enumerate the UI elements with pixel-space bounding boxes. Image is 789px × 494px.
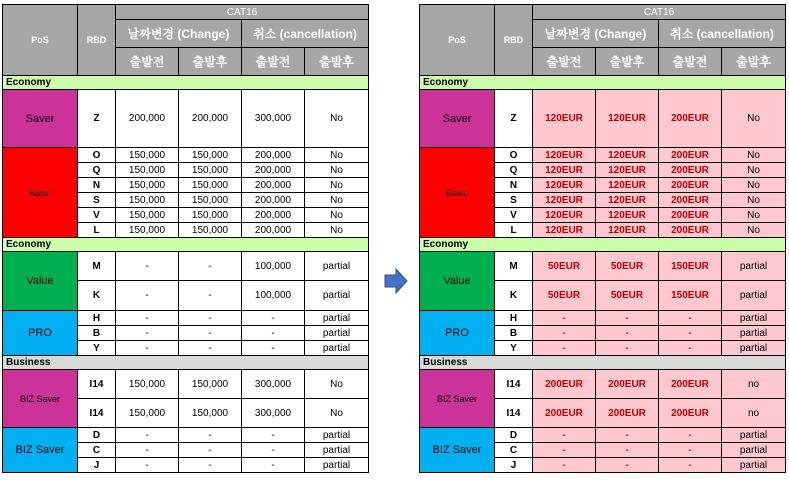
cancel-after-cell: partial <box>722 252 786 281</box>
change-before-cell: - <box>533 443 596 458</box>
rbd-cell: V <box>495 208 533 223</box>
cancel-after-cell: partial <box>722 311 786 326</box>
rbd-cell: H <box>495 311 533 326</box>
cancel-after-cell: No <box>722 208 786 223</box>
cancel-after-cell: No <box>305 193 369 208</box>
cancel-before-cell: 100,000 <box>242 281 305 311</box>
cancel-after-cell: partial <box>722 281 786 311</box>
rbd-cell: Q <box>78 163 116 178</box>
section-economy: Economy <box>420 76 786 90</box>
rbd-cell: M <box>495 252 533 281</box>
change-before-cell: - <box>116 443 179 458</box>
cancel-after-cell: No <box>722 90 786 148</box>
cancel-before-cell: - <box>242 428 305 443</box>
change-before-cell: - <box>116 341 179 356</box>
change-before-cell: 150,000 <box>116 223 179 238</box>
cancel-after-cell: partial <box>722 458 786 473</box>
cancel-before-cell: - <box>659 326 722 341</box>
change-after-cell: - <box>596 311 659 326</box>
change-before-cell: 150,000 <box>116 399 179 428</box>
change-after-cell: 200EUR <box>596 370 659 399</box>
pos-saver: Saver <box>420 90 495 148</box>
change-before-cell: 150,000 <box>116 193 179 208</box>
cancel-after-cell: No <box>722 163 786 178</box>
change-after-cell: 150,000 <box>179 223 242 238</box>
cancel-before-cell: 200EUR <box>659 163 722 178</box>
change-before-header: 출발전 <box>533 48 596 76</box>
cancel-after-cell: No <box>722 193 786 208</box>
cancel-before-cell: 100,000 <box>242 252 305 281</box>
cancel-after-cell: No <box>305 90 369 148</box>
cancel-before-cell: 200EUR <box>659 370 722 399</box>
change-before-cell: 150,000 <box>116 178 179 193</box>
change-after-header: 출발후 <box>179 48 242 76</box>
cancel-before-cell: 200,000 <box>242 148 305 163</box>
change-before-cell: 120EUR <box>533 193 596 208</box>
change-before-cell: 120EUR <box>533 208 596 223</box>
change-before-cell: - <box>533 311 596 326</box>
cancel-before-cell: - <box>659 458 722 473</box>
cancel-before-cell: 200EUR <box>659 178 722 193</box>
change-before-cell: - <box>533 341 596 356</box>
pos-value: Value <box>3 252 78 311</box>
cancel-after-cell: partial <box>305 326 369 341</box>
cancel-before-cell: - <box>659 341 722 356</box>
change-after-cell: 150,000 <box>179 163 242 178</box>
section-business: Business <box>3 356 369 370</box>
rbd-cell: Q <box>495 163 533 178</box>
cancel-before-cell: - <box>659 443 722 458</box>
rbd-cell: Z <box>495 90 533 148</box>
change-after-cell: - <box>179 428 242 443</box>
change-before-cell: 50EUR <box>533 281 596 311</box>
rbd-header: RBD <box>78 5 116 76</box>
cancel-before-cell: - <box>242 443 305 458</box>
change-after-cell: 200EUR <box>596 399 659 428</box>
cancel-after-cell: partial <box>722 428 786 443</box>
rbd-cell: K <box>78 281 116 311</box>
cancel-header: 취소 (cancellation) <box>659 20 786 48</box>
cat-header: CAT16 <box>116 5 369 20</box>
pos-biz-saver: BIZ Saver <box>420 370 495 428</box>
change-before-cell: 120EUR <box>533 223 596 238</box>
pos-header: PoS <box>420 5 495 76</box>
change-after-cell: 120EUR <box>596 223 659 238</box>
cancel-before-cell: - <box>242 311 305 326</box>
cancel-after-cell: partial <box>722 443 786 458</box>
rbd-cell: C <box>495 443 533 458</box>
cancel-after-cell: No <box>305 178 369 193</box>
rbd-cell: S <box>495 193 533 208</box>
rbd-cell: N <box>78 178 116 193</box>
change-after-cell: 120EUR <box>596 208 659 223</box>
change-before-cell: 120EUR <box>533 148 596 163</box>
change-after-cell: - <box>179 281 242 311</box>
rbd-cell: I14 <box>495 370 533 399</box>
change-header: 날짜변경 (Change) <box>116 20 242 48</box>
change-before-cell: - <box>116 281 179 311</box>
pos-pro: PRO <box>3 311 78 356</box>
change-after-cell: - <box>596 326 659 341</box>
cancel-before-cell: 200,000 <box>242 208 305 223</box>
pos-basic: Basic <box>3 148 78 238</box>
cancel-after-cell: No <box>305 223 369 238</box>
rbd-cell: V <box>78 208 116 223</box>
rbd-header: RBD <box>495 5 533 76</box>
pos-biz-saver: BIZ Saver <box>3 370 78 428</box>
cancel-before-cell: 200,000 <box>242 193 305 208</box>
rbd-cell: I14 <box>78 370 116 399</box>
cancel-before-cell: 300,000 <box>242 399 305 428</box>
change-header: 날짜변경 (Change) <box>533 20 659 48</box>
change-before-cell: - <box>116 428 179 443</box>
cancel-before-header: 출발전 <box>242 48 305 76</box>
change-before-cell: 150,000 <box>116 148 179 163</box>
pos-pro: PRO <box>420 311 495 356</box>
cancel-before-cell: 300,000 <box>242 370 305 399</box>
change-after-cell: - <box>179 458 242 473</box>
cancel-after-cell: no <box>722 370 786 399</box>
change-after-cell: 200,000 <box>179 90 242 148</box>
cancel-after-cell: no <box>722 399 786 428</box>
change-before-cell: 120EUR <box>533 90 596 148</box>
cancel-before-cell: 300,000 <box>242 90 305 148</box>
rbd-cell: B <box>78 326 116 341</box>
rbd-cell: S <box>78 193 116 208</box>
section-economy: Economy <box>420 238 786 252</box>
cancel-before-cell: 200EUR <box>659 399 722 428</box>
rbd-cell: I14 <box>495 399 533 428</box>
cancel-after-cell: partial <box>305 341 369 356</box>
change-after-cell: 50EUR <box>596 281 659 311</box>
change-after-cell: - <box>596 458 659 473</box>
change-after-cell: 150,000 <box>179 178 242 193</box>
rbd-cell: Z <box>78 90 116 148</box>
rbd-cell: O <box>78 148 116 163</box>
cancel-before-cell: 200,000 <box>242 223 305 238</box>
cancel-after-cell: partial <box>305 281 369 311</box>
rbd-cell: Y <box>78 341 116 356</box>
pos-value: Value <box>420 252 495 311</box>
cancel-before-cell: 200EUR <box>659 208 722 223</box>
change-before-cell: 150,000 <box>116 370 179 399</box>
cancel-after-cell: No <box>305 399 369 428</box>
cancel-before-cell: 200EUR <box>659 223 722 238</box>
change-before-cell: - <box>116 311 179 326</box>
change-after-cell: 150,000 <box>179 370 242 399</box>
cancel-after-cell: partial <box>305 443 369 458</box>
change-after-cell: - <box>596 428 659 443</box>
rbd-cell: B <box>495 326 533 341</box>
change-before-header: 출발전 <box>116 48 179 76</box>
cancel-after-cell: No <box>722 223 786 238</box>
change-after-cell: 150,000 <box>179 208 242 223</box>
change-before-cell: 150,000 <box>116 163 179 178</box>
change-before-cell: 200EUR <box>533 370 596 399</box>
change-after-cell: 50EUR <box>596 252 659 281</box>
cancel-header: 취소 (cancellation) <box>242 20 369 48</box>
rbd-cell: C <box>78 443 116 458</box>
pos-basic: Basic <box>420 148 495 238</box>
rbd-cell: K <box>495 281 533 311</box>
change-after-cell: - <box>596 341 659 356</box>
right-fare-table <box>419 4 786 473</box>
section-economy: Economy <box>3 238 369 252</box>
rbd-cell: D <box>495 428 533 443</box>
change-after-cell: 150,000 <box>179 193 242 208</box>
change-after-cell: - <box>179 443 242 458</box>
cancel-after-cell: No <box>722 148 786 163</box>
change-before-cell: - <box>533 326 596 341</box>
cancel-before-cell: 200,000 <box>242 178 305 193</box>
change-before-cell: 120EUR <box>533 178 596 193</box>
cancel-after-cell: No <box>305 370 369 399</box>
cancel-after-header: 출발후 <box>722 48 786 76</box>
rbd-cell: H <box>78 311 116 326</box>
left-fare-table <box>2 4 369 473</box>
right-arrow-icon <box>384 268 408 294</box>
cancel-after-cell: partial <box>722 326 786 341</box>
cancel-after-cell: partial <box>722 341 786 356</box>
change-before-cell: 200EUR <box>533 399 596 428</box>
section-economy: Economy <box>3 76 369 90</box>
rbd-cell: N <box>495 178 533 193</box>
change-after-cell: - <box>179 252 242 281</box>
rbd-cell: Y <box>495 341 533 356</box>
pos-saver: Saver <box>3 90 78 148</box>
change-after-cell: 120EUR <box>596 178 659 193</box>
change-after-cell: - <box>179 326 242 341</box>
change-before-cell: - <box>533 458 596 473</box>
cancel-after-cell: No <box>305 208 369 223</box>
cancel-before-header: 출발전 <box>659 48 722 76</box>
cancel-before-cell: - <box>659 311 722 326</box>
cat-header: CAT16 <box>533 5 786 20</box>
change-before-cell: 200,000 <box>116 90 179 148</box>
cancel-before-cell: 150EUR <box>659 252 722 281</box>
change-before-cell: 150,000 <box>116 208 179 223</box>
change-after-cell: 150,000 <box>179 399 242 428</box>
cancel-after-cell: partial <box>305 311 369 326</box>
change-before-cell: - <box>116 326 179 341</box>
change-after-cell: 150,000 <box>179 148 242 163</box>
change-after-cell: 120EUR <box>596 148 659 163</box>
cancel-before-cell: - <box>242 458 305 473</box>
rbd-cell: L <box>78 223 116 238</box>
change-after-cell: - <box>179 341 242 356</box>
cancel-after-cell: partial <box>305 428 369 443</box>
change-after-cell: 120EUR <box>596 163 659 178</box>
cancel-before-cell: 200EUR <box>659 90 722 148</box>
change-before-cell: 50EUR <box>533 252 596 281</box>
change-after-cell: 120EUR <box>596 90 659 148</box>
rbd-cell: L <box>495 223 533 238</box>
cancel-before-cell: 200EUR <box>659 148 722 163</box>
rbd-cell: D <box>78 428 116 443</box>
rbd-cell: O <box>495 148 533 163</box>
cancel-before-cell: - <box>659 428 722 443</box>
cancel-before-cell: 150EUR <box>659 281 722 311</box>
cancel-after-cell: No <box>305 148 369 163</box>
cancel-before-cell: 200EUR <box>659 193 722 208</box>
change-after-cell: - <box>179 311 242 326</box>
cancel-after-header: 출발후 <box>305 48 369 76</box>
rbd-cell: J <box>78 458 116 473</box>
cancel-after-cell: No <box>305 163 369 178</box>
cancel-after-cell: No <box>722 178 786 193</box>
rbd-cell: J <box>495 458 533 473</box>
cancel-before-cell: - <box>242 341 305 356</box>
rbd-cell: I14 <box>78 399 116 428</box>
pos-biz-saver: BIZ Saver <box>420 428 495 473</box>
rbd-cell: M <box>78 252 116 281</box>
change-before-cell: - <box>116 458 179 473</box>
cancel-before-cell: 200,000 <box>242 163 305 178</box>
pos-header: PoS <box>3 5 78 76</box>
change-after-cell: 120EUR <box>596 193 659 208</box>
cancel-after-cell: partial <box>305 252 369 281</box>
section-business: Business <box>420 356 786 370</box>
change-before-cell: - <box>116 252 179 281</box>
change-before-cell: 120EUR <box>533 163 596 178</box>
change-after-header: 출발후 <box>596 48 659 76</box>
cancel-after-cell: partial <box>305 458 369 473</box>
pos-biz-saver: BIZ Saver <box>3 428 78 473</box>
cancel-before-cell: - <box>242 326 305 341</box>
change-after-cell: - <box>596 443 659 458</box>
change-before-cell: - <box>533 428 596 443</box>
